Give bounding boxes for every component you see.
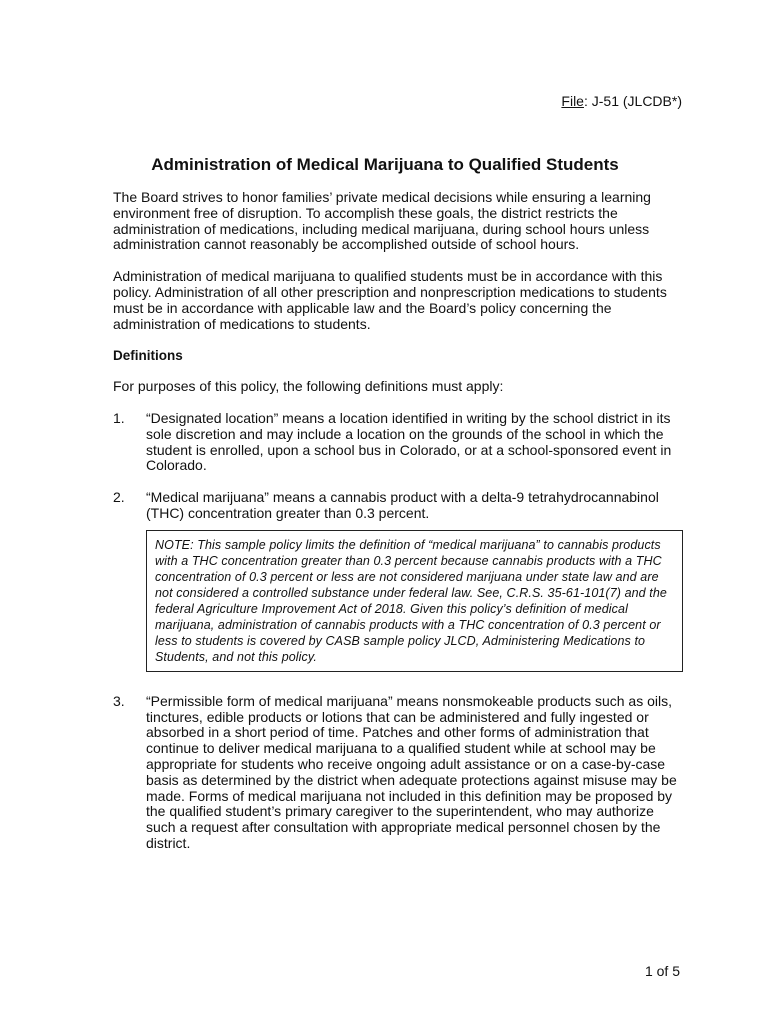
definitions-intro: For purposes of this policy, the following definitions must apply: xyxy=(113,378,504,395)
definition-number: 3. xyxy=(113,692,125,709)
file-reference xyxy=(561,92,682,110)
definition-item xyxy=(113,411,683,474)
file-label: File xyxy=(561,93,584,109)
definition-item xyxy=(113,694,683,852)
definition-number: 2. xyxy=(113,489,125,506)
document-body xyxy=(113,190,683,868)
definitions-heading: Definitions xyxy=(113,348,183,364)
policy-scope-paragraph: Administration of medical marijuana to qualified students must be in accordance with this policy. Administration of all other prescription and nonprescription medications to students must be in accordance with applicable law and the Board’s policy concerning the administration of medications to students. xyxy=(113,268,667,332)
intro-paragraph: The Board strives to honor families’ private medical decisions while ensuring a learning environment free of disruption. To accomplish these goals, the district restricts the administration of medications, including medical marijuana, during school hours unless administration cannot reasonably be accomplished outside of school hours. xyxy=(113,189,651,253)
note-box: NOTE: This sample policy limits the definition of “medical marijuana” to cannabis products with a THC concentration greater than 0.3 percent because cannabis products with a THC concentration of 0.3 percent or less are not considered marijuana under state law and are not considered a controlled substance under federal law. See, C.R.S. 35-61-101(7) and the federal Agriculture Improvement Act of 2018. Given this policy’s definition of medical marijuana, administration of cannabis products with a THC concentration of 0.3 percent or less to students is covered by CASB sample policy JLCD, Administering Medications to Students, and not this policy. xyxy=(146,530,683,672)
definition-item xyxy=(113,490,683,522)
document-title: Administration of Medical Marijuana to Qualified Students xyxy=(151,155,619,174)
definition-text: “Medical marijuana” means a cannabis product with a delta-9 tetrahydrocannabinol (THC) concentration greater than 0.3 percent. xyxy=(146,489,659,521)
file-code: : J-51 (JLCDB*) xyxy=(583,93,682,109)
definition-number: 1. xyxy=(113,409,125,426)
definition-text: “Permissible form of medical marijuana” means nonsmokeable products such as oils, tinctures, edible products or lotions that can be administered and fully ingested or absorbed in a short period of time. Patches and other forms of administration that continue to deliver medical marijuana to a qualified student while at school may be appropriate for students who receive ongoing adult assistance or on a case-by-case basis as determined by the district when adequate protections against misuse may be made. Forms of medical marijuana not included in this definition may be proposed by the qualified student’s primary caregiver to the superintendent, who may authorize such a request after consultation with appropriate medical personnel chosen by the district. xyxy=(146,692,677,851)
page-number: 1 of 5 xyxy=(644,963,680,979)
definition-text: “Designated location” means a location identified in writing by the school district in its sole discretion and may include a location on the grounds of the school in which the student is enrolled, upon a school bus in Colorado, or at a school-sponsored event in Colorado. xyxy=(146,409,672,474)
